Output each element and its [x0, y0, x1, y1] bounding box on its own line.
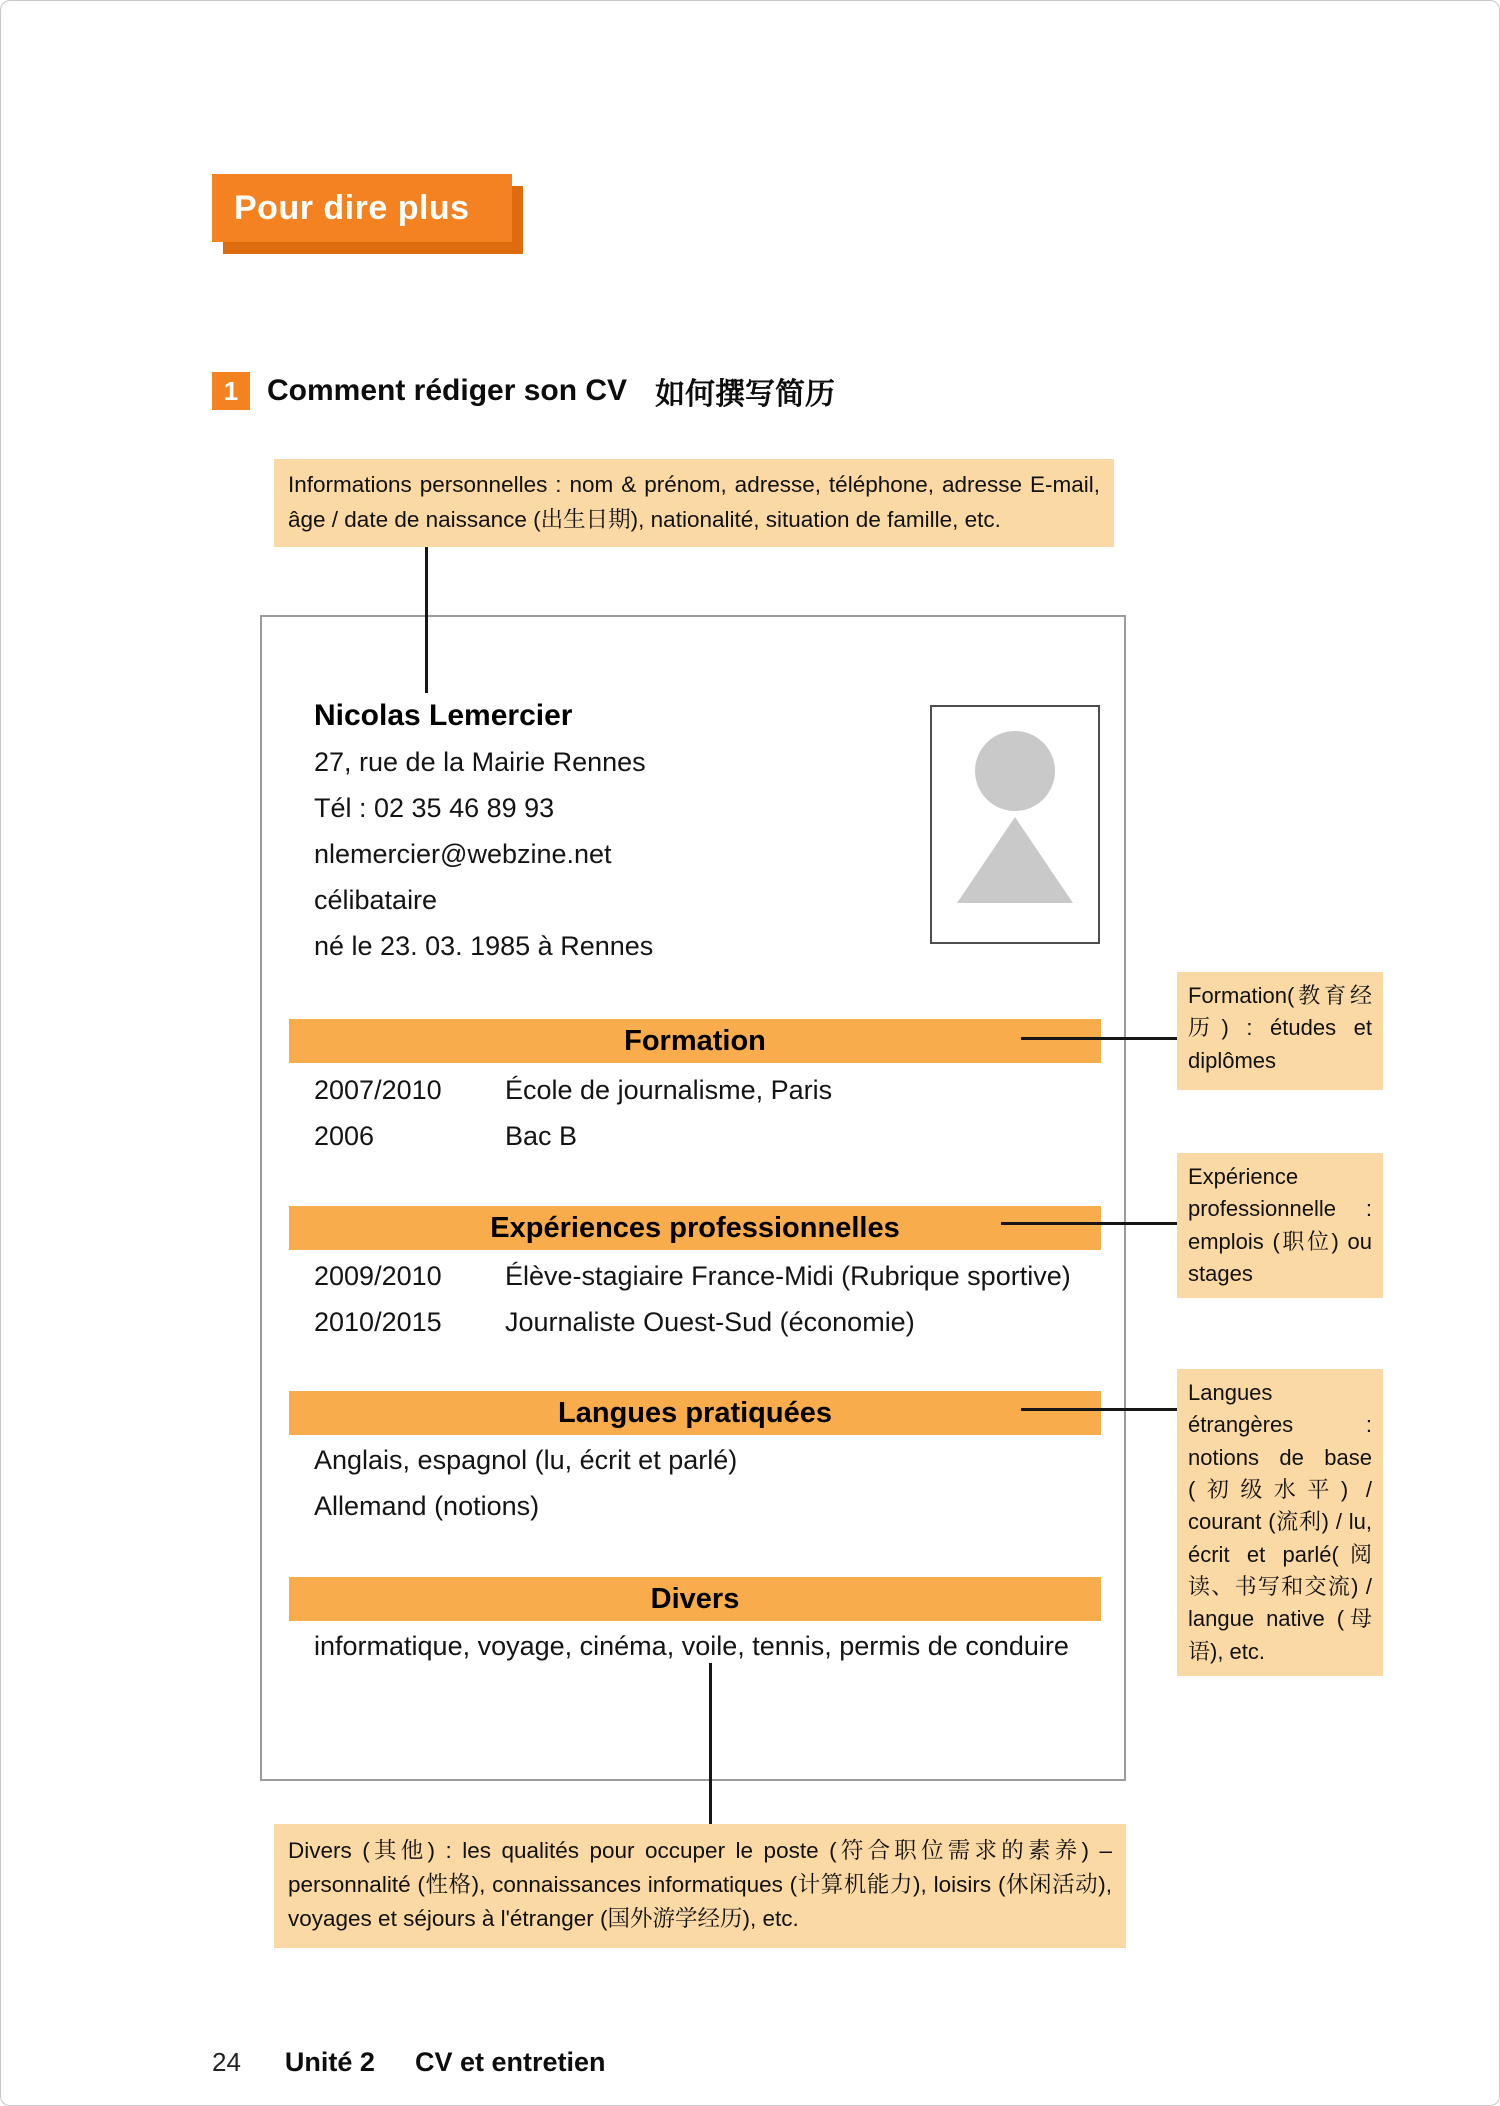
cv-row-detail: Journaliste Ouest-Sud (économie) — [505, 1307, 915, 1337]
cv-divers-line: informatique, voyage, cinéma, voile, tennis, permis de conduire — [314, 1631, 1069, 1661]
cv-row-detail: Bac B — [505, 1121, 578, 1151]
callout-personal-info: Informations personnelles : nom & prénom, adresse, téléphone, adresse E-mail, âge / date de naissance (出生日期), nationalité, situation de famille, etc. — [274, 459, 1114, 547]
cv-row-period: 2007/2010 — [314, 1075, 442, 1105]
person-silhouette-icon — [932, 707, 1098, 942]
cv-row-detail: Élève-stagiaire France-Midi (Rubrique sportive) — [505, 1261, 1071, 1291]
callout-languages: Langues étrangères : notions de base (初级水平) / courant (流利) / lu, écrit et parlé(阅读、书写和交流) / langue native (母语), etc. — [1177, 1369, 1383, 1676]
cv-row-period: 2009/2010 — [314, 1261, 442, 1291]
section-number-badge: 1 — [212, 372, 250, 410]
cv-language-line-2: Allemand (notions) — [314, 1491, 540, 1521]
cv-row-period: 2010/2015 — [314, 1307, 442, 1337]
cv-section-header-divers — [289, 1577, 1101, 1621]
connector-line-experience — [1001, 1222, 1177, 1225]
cv-phone-line: Tél : 02 35 46 89 93 — [314, 793, 555, 823]
unit-label: Unité 2 — [284, 2047, 375, 2077]
pour-dire-plus-banner — [212, 174, 512, 242]
callout-experience: Expérience professionnelle : emplois (职位) ou stages — [1177, 1153, 1383, 1298]
cv-language-line-1: Anglais, espagnol (lu, écrit et parlé) — [314, 1445, 738, 1475]
section-heading — [212, 369, 835, 413]
cv-row-formation-1 — [262, 1075, 1124, 1111]
cv-document — [260, 615, 1126, 1781]
cv-row-experience-1 — [262, 1261, 1124, 1297]
connector-line-divers — [709, 1663, 712, 1824]
cv-section-title-languages: Langues pratiquées — [558, 1396, 832, 1429]
unit-title: CV et entretien — [414, 2047, 606, 2077]
connector-line-formation — [1021, 1037, 1177, 1040]
cv-section-title-experience: Expériences professionnelles — [490, 1211, 900, 1244]
cv-address-line: 27, rue de la Mairie Rennes — [314, 747, 646, 777]
page-footer — [212, 2047, 606, 2078]
cv-marital-status-line: célibataire — [314, 885, 438, 915]
callout-formation: Formation(教育经历) : études et diplômes — [1177, 972, 1383, 1090]
connector-line-personal-info — [425, 547, 428, 693]
section-title-french: Comment rédiger son CV — [267, 374, 628, 407]
banner-label: Pour dire plus — [234, 188, 470, 227]
cv-section-header-formation — [289, 1019, 1101, 1063]
cv-section-header-languages — [289, 1391, 1101, 1435]
page-number: 24 — [212, 2047, 241, 2077]
cv-row-experience-2 — [262, 1307, 1124, 1343]
section-title-chinese: 如何撰写简历 — [655, 378, 836, 411]
connector-line-languages — [1021, 1408, 1177, 1411]
cv-photo-placeholder — [930, 705, 1100, 944]
cv-section-title-divers: Divers — [650, 1582, 740, 1615]
cv-section-header-experience — [289, 1206, 1101, 1250]
cv-row-detail: École de journalisme, Paris — [505, 1075, 833, 1105]
cv-birth-line: né le 23. 03. 1985 à Rennes — [314, 931, 654, 961]
cv-row-formation-2 — [262, 1121, 1124, 1157]
callout-divers: Divers (其他) : les qualités pour occuper le poste (符合职位需求的素养) – personnalité (性格), connaissances informatiques (计算机能力), loisirs (休闲活动), voyages et séjours à l'étranger (国外游学经历), etc. — [274, 1824, 1126, 1948]
cv-email-line: nlemercier@webzine.net — [314, 839, 612, 869]
cv-row-period: 2006 — [314, 1121, 375, 1151]
cv-name: Nicolas Lemercier — [314, 699, 573, 732]
cv-section-title-formation: Formation — [624, 1024, 766, 1057]
